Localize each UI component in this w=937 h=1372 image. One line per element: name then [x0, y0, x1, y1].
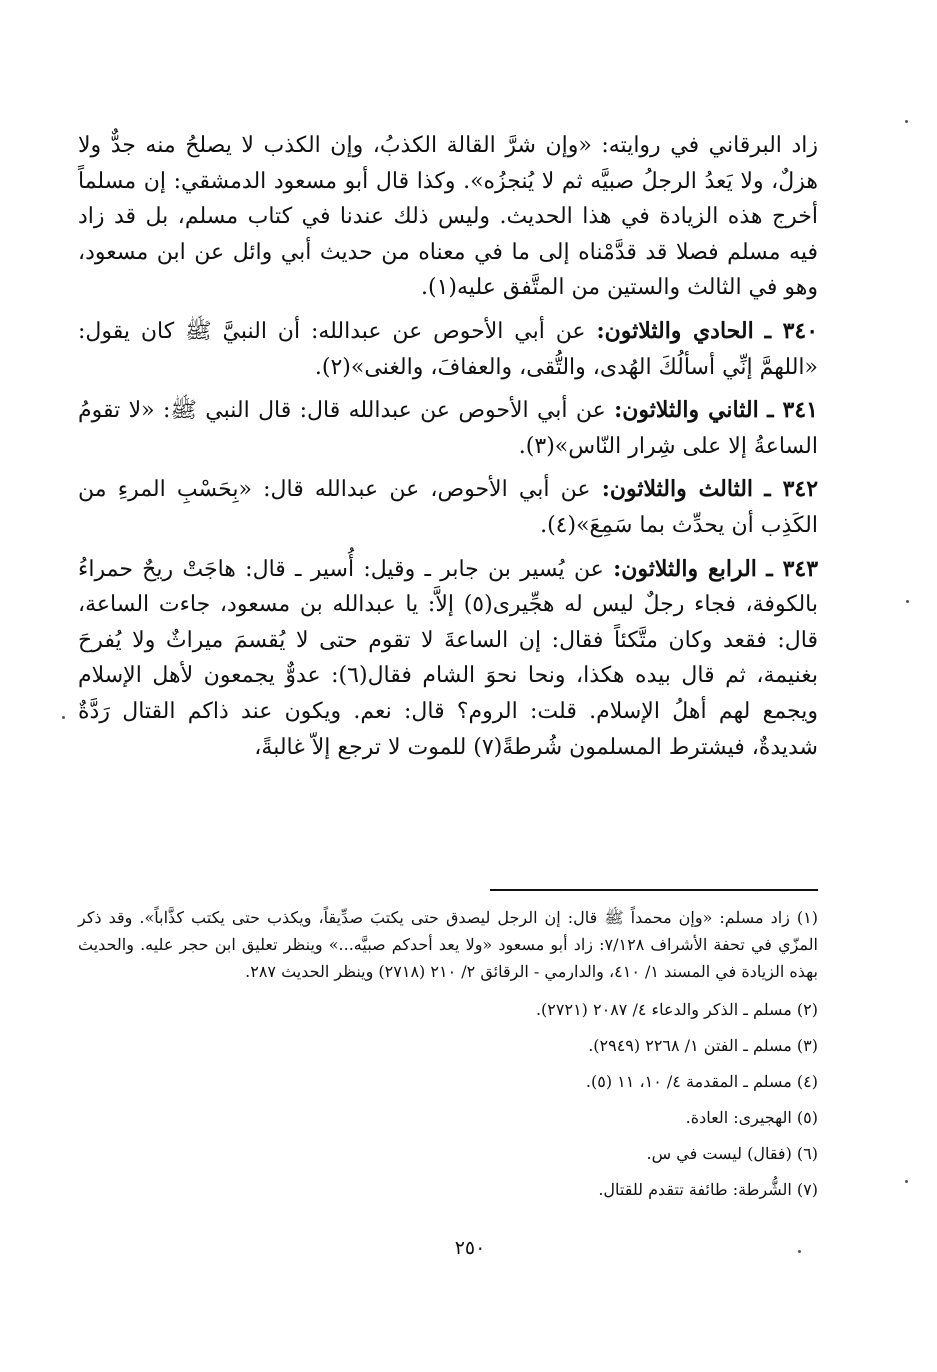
scan-speck: [905, 120, 908, 123]
hadith-number: ٣٤١ ـ: [767, 397, 818, 424]
hadith-number: ٣٤٠ ـ: [764, 317, 819, 344]
hadith-text: عن يُسير بن جابر ـ وقيل: أُسير ـ قال: هاجَتْ ريحٌ حمراءُ بالكوفة، فجاء رجلٌ ليس له هجِّيرى(٥) إلاَّ: يا عبدالله بن مسعود، جاءت الساعة، قال: فقعد وكان متَّكئاً فقال: إن الساعةَ لا تقوم حتى لا يُقسمَ ميراثٌ ولا يُفرحَ بغنيمة، ثم قال بيده هكذا، ونحا نحوَ الشام فقال(٦): عدوٌّ يجمعون لأهل الإسلام ويجمع لهم أهلُ الإسلام. قلت: الروم؟ قال: نعم. ويكون عند ذاكم القتال رَدَّةٌ شديدةٌ، فيشترط المسلمون شُرطةً(٧) للموت لا ترجع إلاّ غالبةً،: [78, 556, 818, 760]
hadith-343: [78, 552, 818, 766]
hadith-text: عن أبي الأحوص عن عبدالله: أن النبيَّ ﷺ كان يقول: «اللهمَّ إنِّي أسألُكَ الهُدى، والتُّقى، والعفافَ، والغنى»(٢).: [78, 318, 818, 380]
scan-speck: [905, 1180, 908, 1183]
footnote-separator: [490, 889, 818, 891]
hadith-number: ٣٤٢ ـ: [764, 476, 819, 503]
hadith-text: عن أبي الأحوص عن عبدالله قال: قال النبي ﷺ: «لا تقومُ الساعةُ إلا على شِرار النّاس»(٣).: [78, 398, 818, 459]
hadith-text: عن أبي الأحوص، عن عبدالله قال: «بِحَسْبِ المرءِ من الكَذِب أن يحدِّث بما سَمِعَ»(٤).: [78, 477, 818, 538]
hadith-340: [78, 314, 818, 385]
scan-speck: [62, 716, 65, 719]
hadith-title: الثاني والثلاثون:: [614, 397, 759, 424]
footnote-2: (٢) مسلم ـ الذكر والدعاء ٤/ ٢٠٨٧ (٢٧٢١).: [535, 1000, 818, 1019]
hadith-title: الرابع والثلاثون:: [613, 555, 757, 582]
hadith-title: الحادي والثلاثون:: [596, 317, 754, 344]
hadith-342: [78, 472, 818, 543]
intro-paragraph: زاد البرقاني في روايته: «وإن شرَّ القالة الكذبُ، وإن الكذب لا يصلحُ منه جدٌّ ولا هزلٌ، ولا يَعدُ الرجلُ صبيَّه ثم لا يُنجزُه». وكذا قال أبو مسعود الدمشقي: إن مسلماً أخرج هذه الزيادة في هذا الحديث. وليس ذلك عندنا في كتاب مسلم، بل قد زاد فيه مسلم فصلا قد قدَّمْناه إلى ما في معناه من حديث أبي وائل عن ابن مسعود، وهو في الثالث والستين من المتَّفق عليه(١).: [78, 133, 818, 301]
footnote-7: (٧) الشُّرطة: طائفة تتقدم للقتال.: [598, 1180, 818, 1199]
hadith-number: ٣٤٣ ـ: [766, 555, 819, 582]
footnote-5: (٥) الهجيرى: العادة.: [685, 1108, 818, 1127]
scan-speck: [798, 1250, 801, 1253]
footnote-4: (٤) مسلم ـ المقدمة ٤/ ١٠، ١١ (٥).: [585, 1072, 818, 1091]
scan-speck: [906, 600, 909, 603]
footnote-3: (٣) مسلم ـ الفتن ١/ ٢٢٦٨ (٢٩٤٩).: [588, 1036, 818, 1055]
hadith-341: [78, 393, 818, 464]
hadith-title: الثالث والثلاثون:: [601, 476, 754, 503]
page-number: ٢٥٠: [454, 1237, 486, 1259]
footnote-6: (٦) (فقال) ليست في س.: [646, 1144, 818, 1163]
main-text: [78, 128, 818, 773]
footnotes: [78, 904, 818, 1212]
footnote-1: (١) زاد مسلم: «وإن محمداً ﷺ قال: إن الرجل ليصدق حتى يكتبَ صدِّيقاً، ويكذب حتى يكتب كذَّاباً». وقد ذكر المزّي في تحفة الأشراف ٧/١٢٨: زاد أبو مسعود «ولا يعد أحدكم صبيَّه...» وينظر تعليق ابن حجر عليه. والحديث بهذه الزيادة في المسند ١/ ٤١٠، والدارمي - الرقائق ٢/ ٢١٠ (٢٧١٨) وينظر الحديث ٢٨٧.: [78, 908, 818, 981]
